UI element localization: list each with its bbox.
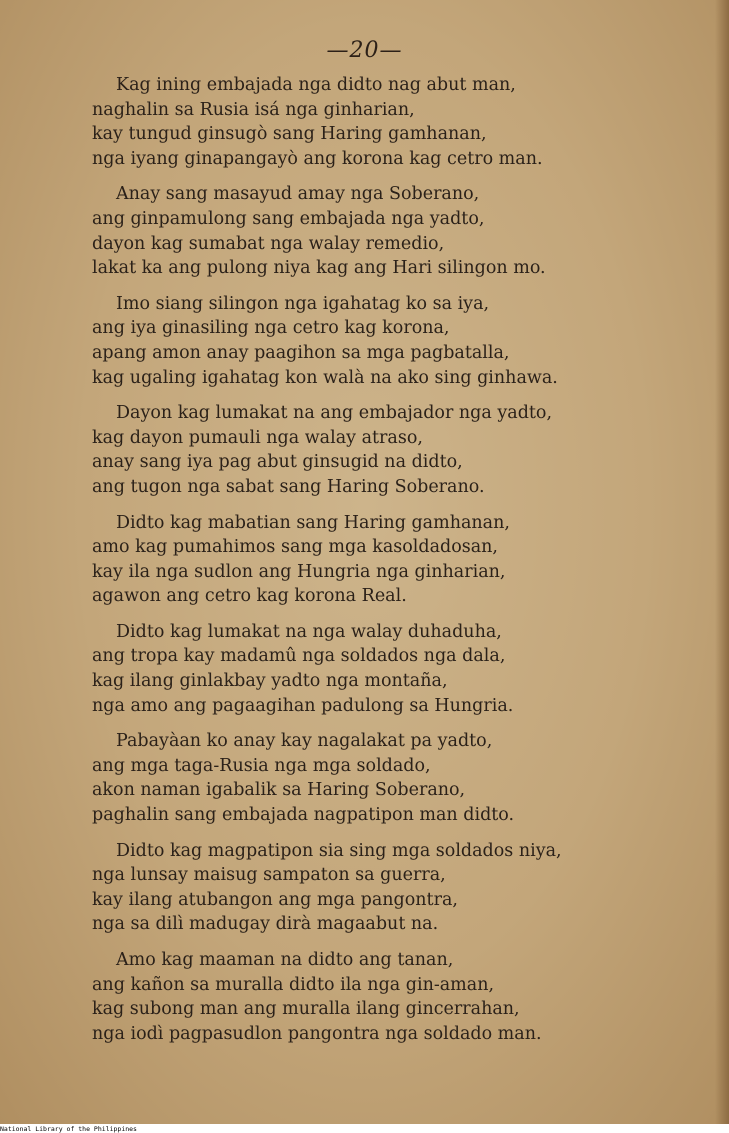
verse-line: nga lunsay maisug sampaton sa guerra, <box>92 865 446 886</box>
stanza <box>92 839 692 937</box>
verse-line: nga sa dilì madugay dirà magaabut na. <box>92 914 439 935</box>
verse-line: Didto kag lumakat na nga walay duhaduha, <box>116 621 502 642</box>
verse-line: Anay sang masayud amay nga Soberano, <box>116 184 480 205</box>
page-number: —20— <box>326 38 403 63</box>
stanza <box>92 73 692 171</box>
verse-line: kag ilang ginlakbay yadto nga montaña, <box>92 671 448 692</box>
verse-line: ang ginpamulong sang embajada nga yadto, <box>92 208 485 229</box>
verse-line: lakat ka ang pulong niya kag ang Hari silingon mo. <box>92 258 546 279</box>
stanza <box>92 511 692 609</box>
verse-line: ang tropa kay madamû nga soldados nga dala, <box>92 646 506 667</box>
verse-line: anay sang iya pag abut ginsugid na didto, <box>92 452 463 473</box>
verse-line: kag subong man ang muralla ilang gincerrahan, <box>92 999 520 1020</box>
verse-line: ang iya ginasiling nga cetro kag korona, <box>92 318 450 339</box>
verse-line: ang tugon nga sabat sang Haring Soberano. <box>92 476 485 497</box>
verse-line: Kag ining embajada nga didto nag abut man, <box>116 75 516 95</box>
stanza <box>92 620 692 718</box>
verse-line: akon naman igabalik sa Haring Soberano, <box>92 780 466 801</box>
verse-line: Didto kag magpatipon sia sing mga soldados niya, <box>116 840 562 861</box>
verse-line: Dayon kag lumakat na ang embajador nga yadto, <box>116 403 553 424</box>
verse-line: kag ugaling igahatag kon walà na ako sing ginhawa. <box>92 367 558 388</box>
verse-line: ang kañon sa muralla didto ila nga gin-aman, <box>92 974 495 995</box>
verse-line: nga amo ang pagaagihan padulong sa Hungria. <box>92 695 514 716</box>
verse-line: kay ila nga sudlon ang Hungria nga ginharian, <box>92 561 506 582</box>
verse-line: amo kag pumahimos sang mga kasoldadosan, <box>92 537 498 558</box>
stanza <box>92 292 692 390</box>
verse-line: Imo siang silingon nga igahatag ko sa iya, <box>116 293 490 314</box>
verse-line: dayon kag sumabat nga walay remedio, <box>92 233 445 254</box>
verse-line: Pabayàan ko anay kay nagalakat pa yadto, <box>116 731 493 752</box>
verse-line: Amo kag maaman na didto ang tanan, <box>116 950 454 970</box>
library-watermark: National Library of the Philippines <box>0 1125 137 1133</box>
poem-body <box>92 73 692 1057</box>
verse-line: nga iyang ginapangayò ang korona kag cetro man. <box>92 148 543 169</box>
verse-line: Didto kag mabatian sang Haring gamhanan, <box>116 512 510 533</box>
stanza <box>92 948 692 1046</box>
verse-line: kay ilang atubangon ang mga pangontra, <box>92 889 458 910</box>
verse-line: paghalin sang embajada nagpatipon man didto. <box>92 805 515 826</box>
stanza <box>92 729 692 827</box>
verse-line: apang amon anay paagihon sa mga pagbatalla, <box>92 342 510 363</box>
verse-line: agawon ang cetro kag korona Real. <box>92 586 407 607</box>
verse-line: kag dayon pumauli nga walay atraso, <box>92 427 423 448</box>
stanza <box>92 182 692 280</box>
verse-line: ang mga taga-Rusia nga mga soldado, <box>92 755 431 776</box>
verse-line: kay tungud ginsugò sang Haring gamhanan, <box>92 124 487 145</box>
stanza <box>92 401 692 499</box>
verse-line: nga iodì pagpasudlon pangontra nga soldado man. <box>92 1023 542 1044</box>
verse-line: naghalin sa Rusia isá nga ginharian, <box>92 99 415 120</box>
